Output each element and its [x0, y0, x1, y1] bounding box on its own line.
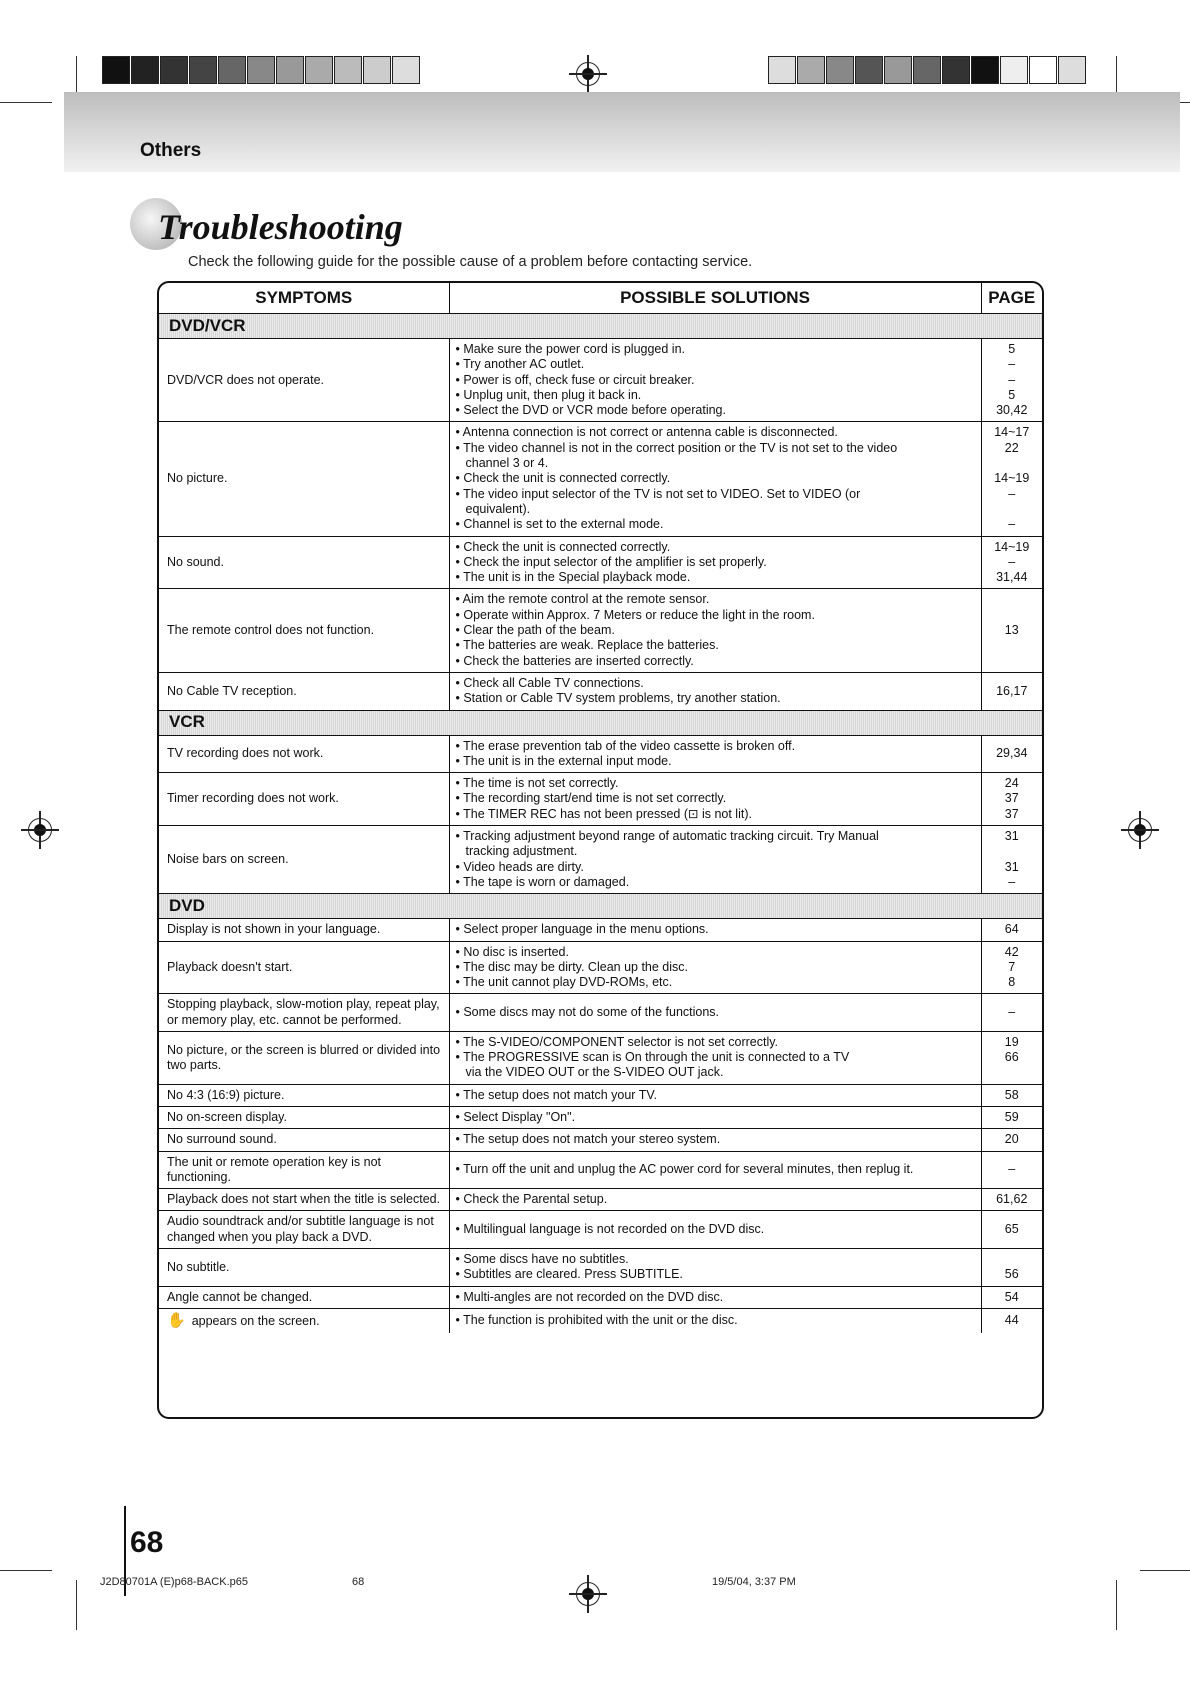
solution-cell	[449, 1211, 981, 1249]
solution-cell	[449, 536, 981, 589]
page-ref: 8	[1008, 975, 1016, 990]
page-cell	[981, 1189, 1042, 1211]
registration-mark-icon	[1128, 818, 1152, 842]
symptom-cell	[159, 1129, 449, 1151]
table-row	[159, 672, 1042, 710]
page-ref	[990, 502, 1035, 517]
group-label: VCR	[159, 710, 1042, 735]
page-cell	[981, 1151, 1042, 1189]
group-label: DVD/VCR	[159, 314, 1042, 339]
solution-line: • The time is not set correctly.	[455, 776, 619, 791]
page-cell	[981, 536, 1042, 589]
solution-cell	[449, 1129, 981, 1151]
page-ref	[990, 456, 1035, 471]
group-header-row	[159, 314, 1042, 339]
intro-text: Check the following guide for the possible cause of a problem before contacting service.	[188, 254, 753, 270]
solution-line: • Some discs have no subtitles.	[455, 1251, 629, 1266]
page-ref: 7	[1008, 959, 1016, 974]
solution-line: • The erase prevention tab of the video cassette is broken off.	[455, 738, 796, 753]
solution-line: • Station or Cable TV system problems, try another station.	[455, 691, 781, 706]
group-header-row	[159, 894, 1042, 919]
solution-line: via the VIDEO OUT or the S-VIDEO OUT jack.	[465, 1065, 724, 1080]
solution-line: • Try another AC outlet.	[455, 357, 585, 372]
solution-line: • Select Display "On".	[455, 1110, 576, 1125]
page-cell	[981, 919, 1042, 941]
table-row	[159, 1107, 1042, 1129]
page-ref: 56	[1004, 1267, 1019, 1282]
solution-line: • Tracking adjustment beyond range of automatic tracking circuit. Try Manual	[455, 829, 879, 844]
crop-mark	[76, 1580, 77, 1630]
header-band	[64, 92, 1180, 172]
page-ref: 31,44	[996, 570, 1028, 585]
symptom-cell	[159, 1031, 449, 1084]
symptom-cell	[159, 1308, 449, 1333]
symptom-cell	[159, 919, 449, 941]
solution-cell	[449, 773, 981, 826]
troubleshooting-table	[157, 281, 1044, 1419]
solution-line: • The S-VIDEO/COMPONENT selector is not set correctly.	[455, 1034, 779, 1049]
symptom-text: Audio soundtrack and/or subtitle language is not changed when you play back a DVD.	[167, 1214, 434, 1244]
symptom-text: No picture.	[167, 471, 228, 486]
solution-line: • Channel is set to the external mode.	[455, 517, 664, 532]
page-cell	[981, 1107, 1042, 1129]
table-row	[159, 826, 1042, 894]
symptom-cell	[159, 941, 449, 994]
table-row	[159, 1151, 1042, 1189]
solution-line: • The video input selector of the TV is not set to VIDEO. Set to VIDEO (or	[455, 486, 861, 501]
solution-line: • The unit cannot play DVD-ROMs, etc.	[455, 975, 673, 990]
symptom-text: No subtitle.	[167, 1259, 230, 1274]
table-row	[159, 339, 1042, 422]
registration-mark-icon	[28, 818, 52, 842]
symptom-text: appears on the screen.	[191, 1313, 320, 1328]
page-cell	[981, 994, 1042, 1032]
footer-page: 68	[352, 1576, 365, 1588]
symptom-cell	[159, 1189, 449, 1211]
solution-line: tracking adjustment.	[465, 844, 578, 859]
symptom-cell	[159, 1151, 449, 1189]
solution-line: • Video heads are dirty.	[455, 859, 584, 874]
table-row	[159, 1308, 1042, 1333]
page-ref	[990, 592, 1035, 607]
symptom-text: Playback doesn't start.	[167, 959, 293, 974]
page-ref: –	[1008, 1162, 1016, 1177]
symptom-text: Stopping playback, slow-motion play, repeat play, or memory play, etc. cannot be performed.	[167, 997, 440, 1027]
registration-mark-icon	[576, 62, 600, 86]
solution-cell	[449, 1107, 981, 1129]
page-ref: 37	[1004, 806, 1019, 821]
symptoms-header: SYMPTOMS	[159, 283, 449, 314]
page-ref: –	[1008, 372, 1016, 387]
page-ref: 24	[1004, 776, 1019, 791]
solution-cell	[449, 826, 981, 894]
page-ref: 42	[1004, 944, 1019, 959]
page-cell	[981, 339, 1042, 422]
page-cell	[981, 826, 1042, 894]
solution-line: • The batteries are weak. Replace the batteries.	[455, 638, 719, 653]
page-cell	[981, 941, 1042, 994]
table-row	[159, 1189, 1042, 1211]
page-ref: –	[1008, 517, 1016, 532]
table-row	[159, 1211, 1042, 1249]
registration-mark-icon	[576, 1582, 600, 1606]
solution-line: • Check the unit is connected correctly.	[455, 539, 671, 554]
page-cell	[981, 422, 1042, 536]
page-ref: 30,42	[996, 403, 1028, 418]
page-ref	[990, 638, 1035, 653]
symptom-text: The unit or remote operation key is not functioning.	[167, 1154, 382, 1184]
solution-line: • Multi-angles are not recorded on the DVD disc.	[455, 1289, 724, 1304]
solution-cell	[449, 422, 981, 536]
page-header: PAGE	[981, 283, 1042, 314]
page-ref	[990, 1065, 1035, 1080]
solution-line: • Make sure the power cord is plugged in.	[455, 342, 685, 356]
page-ref: 61,62	[996, 1192, 1028, 1207]
page-ref: 59	[1004, 1110, 1019, 1125]
solution-cell	[449, 1286, 981, 1308]
color-calibration-bar-right	[768, 56, 1087, 84]
page-cell	[981, 1129, 1042, 1151]
footer-filename: J2D80701A (E)p68-BACK.p65	[100, 1576, 248, 1588]
table-row	[159, 994, 1042, 1032]
prohibited-hand-icon: ✋	[167, 1311, 186, 1329]
color-calibration-bar-left	[102, 56, 421, 84]
page-ref: 5	[1008, 342, 1016, 356]
page-ref: –	[1008, 357, 1016, 372]
solution-line: • The tape is worn or damaged.	[455, 874, 630, 889]
page-ref	[990, 844, 1035, 859]
page-ref: –	[1008, 1004, 1016, 1019]
solution-line: • The TIMER REC has not been pressed (⊡ is not lit).	[455, 806, 752, 821]
symptom-text: DVD/VCR does not operate.	[167, 372, 325, 387]
page-ref: 5	[1008, 387, 1016, 402]
page-ref: 58	[1004, 1087, 1019, 1102]
solution-line: • Unplug unit, then plug it back in.	[455, 387, 642, 402]
solution-line: • Some discs may not do some of the functions.	[455, 1004, 720, 1019]
solution-line: channel 3 or 4.	[465, 456, 549, 471]
solutions-header: POSSIBLE SOLUTIONS	[449, 283, 981, 314]
solution-cell	[449, 1189, 981, 1211]
section-label: Others	[140, 140, 202, 161]
page-ref: 65	[1004, 1222, 1019, 1237]
page-ref: 20	[1004, 1132, 1019, 1147]
group-label: DVD	[159, 894, 1042, 919]
table-row	[159, 589, 1042, 672]
page-ref: 64	[1004, 922, 1019, 937]
crop-mark	[0, 1570, 52, 1571]
table-row	[159, 1129, 1042, 1151]
page-cell	[981, 1286, 1042, 1308]
table-row	[159, 735, 1042, 773]
page-ref: 14~19	[994, 539, 1030, 554]
page-ref: 29,34	[996, 746, 1028, 761]
page-ref	[990, 608, 1035, 623]
solution-cell	[449, 589, 981, 672]
table-row	[159, 1084, 1042, 1106]
page-cell	[981, 1031, 1042, 1084]
solution-line: • Multilingual language is not recorded on the DVD disc.	[455, 1222, 765, 1237]
table-row	[159, 1031, 1042, 1084]
symptom-text: The remote control does not function.	[167, 623, 375, 638]
page-ref: 37	[1004, 791, 1019, 806]
page-cell	[981, 672, 1042, 710]
symptom-text: TV recording does not work.	[167, 746, 324, 761]
table-row	[159, 422, 1042, 536]
page-ref: 14~17	[994, 425, 1030, 440]
symptom-text: Noise bars on screen.	[167, 851, 289, 866]
symptom-text: Playback does not start when the title is selected.	[167, 1192, 441, 1207]
solution-line: • Operate within Approx. 7 Meters or reduce the light in the room.	[455, 607, 815, 622]
solution-line: • Turn off the unit and unplug the AC power cord for several minutes, then replug it.	[455, 1162, 914, 1177]
page-ref: –	[1008, 874, 1016, 889]
page-ref: –	[1008, 554, 1016, 569]
page-ref: 13	[1004, 623, 1019, 638]
symptom-cell	[159, 735, 449, 773]
solution-line: • Power is off, check fuse or circuit breaker.	[455, 372, 695, 387]
solution-line: • The unit is in the external input mode.	[455, 753, 672, 768]
symptom-cell	[159, 826, 449, 894]
page-number: 68	[130, 1526, 164, 1559]
solution-line: • Antenna connection is not correct or antenna cable is disconnected.	[455, 425, 838, 440]
page-ref: 31	[1004, 859, 1019, 874]
page-cell	[981, 773, 1042, 826]
crop-mark	[0, 102, 52, 103]
solution-line: • The setup does not match your stereo system.	[455, 1132, 721, 1147]
solution-cell	[449, 1308, 981, 1333]
page-cell	[981, 589, 1042, 672]
symptom-cell	[159, 1084, 449, 1106]
page-ref: –	[1008, 486, 1016, 501]
table-row	[159, 919, 1042, 941]
symptom-cell	[159, 589, 449, 672]
solution-line: • The recording start/end time is not set correctly.	[455, 791, 727, 806]
solution-line: • Check all Cable TV connections.	[455, 675, 644, 690]
symptom-text: Angle cannot be changed.	[167, 1289, 313, 1304]
symptom-text: No on-screen display.	[167, 1110, 287, 1125]
page-ref: 14~19	[994, 471, 1030, 486]
symptom-cell	[159, 339, 449, 422]
solution-line: • The setup does not match your TV.	[455, 1087, 657, 1102]
solution-cell	[449, 1084, 981, 1106]
solution-cell	[449, 735, 981, 773]
solution-cell	[449, 339, 981, 422]
solution-line: • Select proper language in the menu options.	[455, 922, 709, 937]
solution-line: • Select the DVD or VCR mode before operating.	[455, 403, 726, 418]
solution-cell	[449, 941, 981, 994]
solution-cell	[449, 1031, 981, 1084]
symptom-cell	[159, 672, 449, 710]
solution-cell	[449, 919, 981, 941]
solution-line: • Check the Parental setup.	[455, 1192, 608, 1207]
page-cell	[981, 1211, 1042, 1249]
symptom-cell	[159, 1248, 449, 1286]
footer-timestamp: 19/5/04, 3:37 PM	[712, 1576, 796, 1588]
page-ref: 22	[1004, 440, 1019, 455]
page-ref: 54	[1004, 1289, 1019, 1304]
solution-line: • Subtitles are cleared. Press SUBTITLE.	[455, 1267, 683, 1282]
solution-line: • Check the batteries are inserted correctly.	[455, 653, 694, 668]
symptom-cell	[159, 1286, 449, 1308]
page-ref: 44	[1004, 1313, 1019, 1328]
solution-line: • The unit is in the Special playback mode.	[455, 570, 691, 585]
page-cell	[981, 1084, 1042, 1106]
solution-line: • The disc may be dirty. Clean up the disc.	[455, 959, 688, 974]
table-row	[159, 941, 1042, 994]
page-ref	[990, 654, 1035, 669]
solution-line: • Check the unit is connected correctly.	[455, 471, 671, 486]
solution-line: • Aim the remote control at the remote sensor.	[455, 592, 710, 607]
table-row	[159, 1286, 1042, 1308]
solution-cell	[449, 994, 981, 1032]
symptom-cell	[159, 422, 449, 536]
table-row	[159, 1248, 1042, 1286]
page-cell	[981, 735, 1042, 773]
table-row	[159, 773, 1042, 826]
symptom-text: Timer recording does not work.	[167, 791, 339, 806]
page-cell	[981, 1308, 1042, 1333]
page-title: Troubleshooting	[158, 207, 403, 247]
table-row	[159, 536, 1042, 589]
crop-mark	[1140, 1570, 1190, 1571]
symptom-cell	[159, 773, 449, 826]
solution-line: • Check the input selector of the amplifier is set properly.	[455, 554, 767, 569]
symptom-cell	[159, 994, 449, 1032]
page-ref	[990, 1252, 1035, 1267]
solution-line: • The PROGRESSIVE scan is On through the unit is connected to a TV	[455, 1050, 850, 1065]
solution-line: • Clear the path of the beam.	[455, 623, 615, 638]
symptom-text: No picture, or the screen is blurred or divided into two parts.	[167, 1042, 441, 1072]
crop-mark	[1116, 1580, 1117, 1630]
page-ref: 66	[1004, 1050, 1019, 1065]
page-cell	[981, 1248, 1042, 1286]
group-header-row	[159, 710, 1042, 735]
symptom-cell	[159, 1107, 449, 1129]
symptom-text: No surround sound.	[167, 1132, 277, 1147]
page-ref: 16,17	[996, 683, 1028, 698]
solution-cell	[449, 1151, 981, 1189]
page-ref: 19	[1004, 1034, 1019, 1049]
solution-cell	[449, 672, 981, 710]
symptom-text: Display is not shown in your language.	[167, 922, 381, 937]
page-ref: 31	[1004, 829, 1019, 844]
symptom-text: No Cable TV reception.	[167, 683, 297, 698]
symptom-text: No 4:3 (16:9) picture.	[167, 1087, 285, 1102]
solution-line: equivalent).	[465, 501, 531, 516]
solution-line: • The function is prohibited with the unit or the disc.	[455, 1313, 738, 1328]
solution-line: • No disc is inserted.	[455, 944, 569, 959]
symptom-cell	[159, 536, 449, 589]
symptom-text: No sound.	[167, 554, 224, 569]
symptom-cell	[159, 1211, 449, 1249]
solution-line: • The video channel is not in the correct position or the TV is not set to the video	[455, 440, 898, 455]
solution-cell	[449, 1248, 981, 1286]
